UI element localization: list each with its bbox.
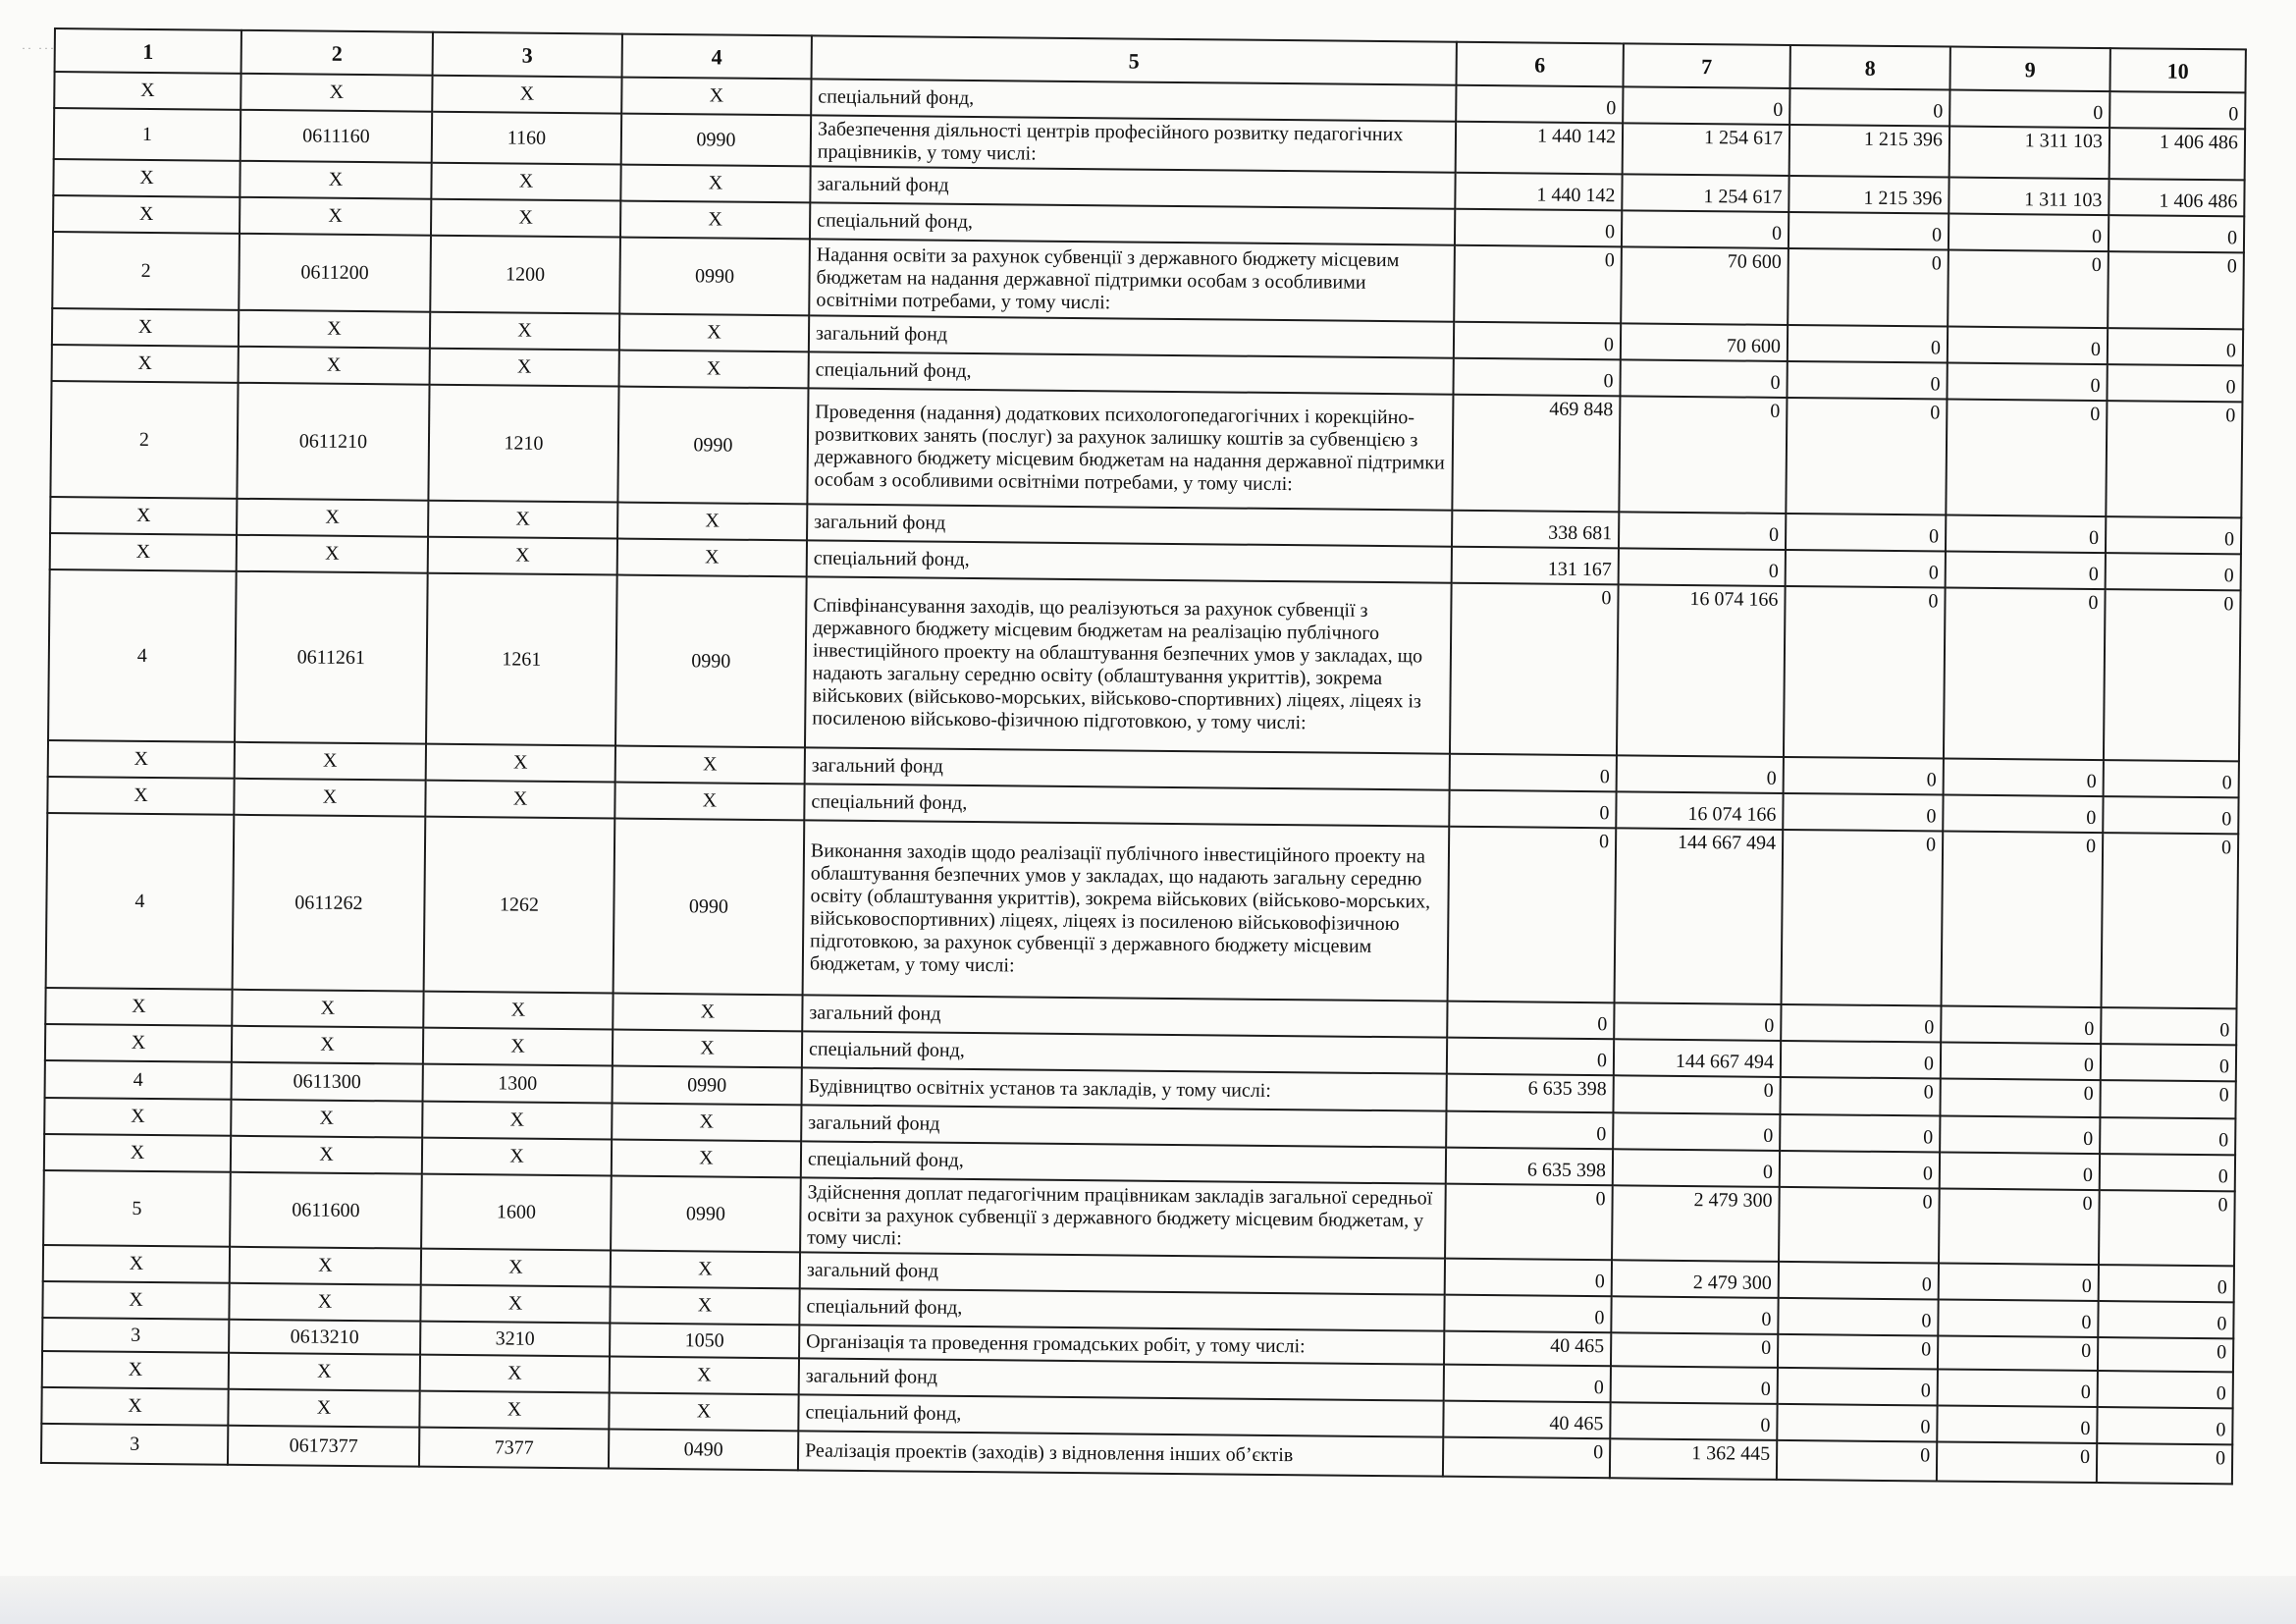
program-code-cell: X [239,347,430,385]
header-cell: 7 [1623,43,1789,88]
function-code-cell: X [422,1138,612,1176]
amount-cell: 0 [1938,1369,2098,1407]
amount-cell: 1 406 486 [2109,128,2245,180]
amount-cell: 0 [2108,328,2243,365]
col1-cell: X [45,988,232,1026]
amount-cell: 0 [1782,830,1944,1006]
amount-cell: 0 [1614,1002,1781,1041]
table-row-program [50,381,2242,517]
amount-cell: 0 [1622,210,1789,248]
col1-cell: X [48,740,235,779]
program-code-cell: X [240,161,431,199]
amount-cell: 0 [1784,586,1946,759]
function-code-cell: X [426,744,615,783]
function-code-cell: X [422,1102,612,1140]
program-code-cell: 0611210 [237,383,429,501]
amount-cell: 0 [1613,1112,1780,1151]
classification-code-cell: 0990 [614,819,805,996]
col1-cell: X [50,533,237,571]
amount-cell: 0 [1445,1259,1612,1297]
amount-cell: 0 [2104,589,2241,761]
program-code-cell: X [229,1283,420,1322]
classification-code-cell: X [615,746,805,785]
header-cell: 6 [1457,42,1624,87]
amount-cell: 1 215 396 [1789,125,1949,178]
description-cell: Організація та проведення громадських робіт, у тому числі: [799,1325,1444,1364]
amount-cell: 0 [1447,1001,1614,1040]
amount-cell: 0 [1789,212,1949,250]
amount-cell: 70 600 [1621,323,1788,361]
col1-cell: X [42,1281,229,1320]
description-cell: загальний фонд [802,995,1447,1037]
amount-cell: 0 [2103,796,2238,834]
amount-cell: 469 848 [1452,395,1620,513]
amount-cell: 0 [1623,86,1789,125]
description-cell: загальний фонд [799,1358,1444,1400]
classification-code-cell: X [617,539,807,577]
amount-cell: 1 362 445 [1610,1438,1777,1480]
table-row-program [46,813,2239,1008]
amount-cell: 0 [1939,1188,2100,1265]
amount-cell: 0 [1450,583,1619,756]
program-code-cell: X [237,535,428,573]
description-cell: Забезпечення діяльності центрів професійного розвитку педагогічних працівників, у тому числі: [811,115,1456,172]
amount-cell: 0 [1617,755,1784,793]
amount-cell: 0 [1946,400,2107,517]
classification-code-cell: X [613,1030,802,1068]
amount-cell: 0 [1619,548,1786,586]
amount-cell: 1 311 103 [1949,127,2109,180]
col1-cell: 4 [46,813,235,990]
amount-cell: 0 [1445,1184,1613,1261]
amount-cell: 0 [2099,1190,2235,1266]
description-cell: Реалізація проектів (заходів) з відновлення інших об’єктів [798,1431,1443,1476]
amount-cell: 0 [1788,248,1949,327]
header-cell: 2 [241,30,433,76]
amount-cell: 0 [2097,1407,2232,1444]
function-code-cell: 1261 [426,573,617,746]
description-cell: Будівництво освітніх установ та закладів, у тому числі: [802,1067,1447,1110]
amount-cell: 1 254 617 [1622,174,1789,212]
function-code-cell: X [428,501,617,539]
function-code-cell: X [430,349,619,387]
amount-cell: 0 [1444,1365,1611,1403]
classification-code-cell: X [610,1286,799,1325]
program-code-cell: X [229,1353,420,1391]
program-code-cell: X [240,197,431,236]
description-cell: загальний фонд [801,1105,1446,1147]
program-code-cell: X [235,742,426,781]
table-body [41,72,2245,1484]
amount-cell: 0 [1786,550,1946,588]
program-code-cell: 0611200 [239,234,431,312]
amount-cell: 0 [1781,1004,1941,1043]
program-code-cell: 0613210 [229,1320,420,1355]
header-cell: 5 [812,35,1457,84]
amount-cell: 0 [1619,396,1787,514]
classification-code-cell: X [613,994,802,1032]
amount-cell: 0 [1940,1115,2100,1154]
col1-cell: X [54,72,240,110]
description-cell: спеціальний фонд, [798,1394,1443,1436]
amount-cell: 0 [1611,1366,1778,1404]
amount-cell: 1 311 103 [1949,178,2109,216]
description-cell: загальний фонд [807,504,1452,546]
amount-cell: 0 [1619,512,1786,550]
amount-cell: 0 [1448,827,1617,1003]
amount-cell: 144 667 494 [1614,1039,1781,1077]
col1-cell: X [53,195,240,234]
program-code-cell: X [234,779,425,817]
program-code-cell: X [231,1136,422,1174]
amount-cell: 6 635 398 [1446,1074,1613,1113]
classification-code-cell: 0490 [609,1429,798,1470]
function-code-cell: X [420,1355,610,1393]
amount-cell: 0 [2101,1044,2236,1081]
function-code-cell: 1262 [424,817,615,994]
description-cell: загальний фонд [809,315,1454,357]
amount-cell: 0 [2109,215,2244,252]
col1-cell: X [50,497,237,535]
amount-cell: 6 635 398 [1446,1148,1613,1186]
amount-cell: 2 479 300 [1612,1185,1780,1262]
description-cell: спеціальний фонд, [809,352,1454,394]
amount-cell: 0 [2098,1337,2233,1372]
amount-cell: 0 [1779,1187,1940,1264]
col1-cell: X [53,159,240,197]
col1-cell: 2 [50,381,238,499]
function-code-cell: 1160 [432,112,621,165]
amount-cell: 0 [1784,757,1944,795]
classification-code-cell: X [621,78,811,116]
amount-cell: 40 465 [1444,1331,1611,1367]
amount-cell: 0 [2100,1080,2235,1118]
amount-cell: 0 [1450,754,1617,792]
amount-cell: 0 [2097,1443,2232,1484]
classification-code-cell: X [612,1104,801,1142]
amount-cell: 0 [1447,1038,1614,1076]
amount-cell: 0 [1613,1075,1780,1114]
amount-cell: 0 [1940,1078,2100,1117]
amount-cell: 0 [2100,1154,2235,1191]
amount-cell: 0 [1455,209,1622,247]
amount-cell: 16 074 166 [1617,584,1786,757]
budget-table [40,27,2247,1485]
amount-cell: 1 406 486 [2109,179,2244,216]
classification-code-cell: X [614,783,804,821]
classification-code-cell: X [610,1356,799,1394]
classification-code-cell: 1050 [610,1323,799,1358]
function-code-cell: 1300 [423,1064,613,1104]
amount-cell: 0 [1444,1295,1611,1333]
amount-cell: 0 [2101,1007,2236,1045]
col1-cell: X [43,1245,230,1283]
amount-cell: 0 [1938,1299,2098,1337]
amount-cell: 40 465 [1443,1401,1610,1439]
function-code-cell: X [425,781,614,819]
amount-cell: 0 [1789,88,1949,127]
program-code-cell: X [231,1100,422,1138]
amount-cell: 0 [1937,1441,2097,1483]
description-cell: Співфінансування заходів, що реалізуються за рахунок субвенції з державного бюджету місцевим бюджетам на реалізацію публічного інвестиційного проекту на облаштування безпечних умов у закладах, що надають загальну середню освіту (облаштування укриттів), зокрема військових (військово-морських, військово-спортивних) ліцеях, ліцеях із посиленою військово-фізичною підготовкою, у тому числі: [805,576,1452,753]
header-cell: 4 [622,34,812,80]
col1-cell: 5 [43,1170,231,1247]
amount-cell: 131 167 [1452,547,1619,585]
col1-cell: 2 [52,232,240,310]
function-code-cell: X [423,1028,613,1066]
function-code-cell: X [428,537,617,575]
amount-cell: 0 [2098,1371,2233,1408]
program-code-cell: X [239,310,430,349]
amount-cell: 0 [1949,90,2109,129]
amount-cell: 0 [1943,795,2103,834]
amount-cell: 0 [1941,1006,2101,1045]
amount-cell: 0 [1781,1041,1941,1079]
col1-cell: X [44,1134,231,1172]
amount-cell: 0 [1948,250,2109,329]
amount-cell: 0 [1941,1042,2101,1080]
col1-cell: X [45,1024,232,1062]
description-cell: спеціальний фонд, [802,1031,1447,1073]
description-cell: загальний фонд [800,1252,1445,1294]
function-code-cell: X [421,1249,611,1287]
function-code-cell: 1210 [428,385,618,503]
scan-artifact: ·· ··· [22,41,56,55]
amount-cell: 0 [2104,760,2239,797]
col1-cell: 4 [48,569,237,742]
header-cell: 8 [1789,45,1949,90]
header-cell: 9 [1949,47,2109,92]
description-cell: загальний фонд [805,747,1450,789]
amount-cell: 0 [1939,1263,2099,1301]
amount-cell: 0 [1949,214,2109,252]
program-code-cell: 0611261 [235,571,428,744]
amount-cell: 0 [1940,1152,2100,1190]
classification-code-cell: X [609,1392,798,1431]
amount-cell: 0 [2106,401,2242,517]
amount-cell: 0 [1610,1402,1777,1440]
amount-cell: 0 [1449,790,1616,829]
classification-code-cell: X [619,314,809,352]
classification-code-cell: 0990 [621,114,811,167]
amount-cell: 16 074 166 [1616,791,1783,830]
description-cell: спеціальний фонд, [804,784,1449,826]
description-cell: загальний фонд [810,166,1455,208]
col1-cell: X [42,1351,229,1389]
col1-cell: X [41,1387,228,1426]
col1-cell: X [52,345,239,383]
col1-cell: 1 [54,108,240,161]
classification-code-cell: X [620,165,810,203]
classification-code-cell: 0990 [611,1176,801,1253]
amount-cell: 0 [1611,1296,1778,1334]
amount-cell: 0 [1454,322,1621,360]
amount-cell: 0 [1786,398,1947,515]
amount-cell: 0 [1938,1335,2098,1371]
amount-cell: 0 [1948,327,2108,365]
amount-cell: 144 667 494 [1615,828,1784,1004]
program-code-cell: X [228,1389,419,1428]
amount-cell: 0 [1611,1332,1778,1368]
table-row-program [48,569,2241,761]
amount-cell: 0 [1944,588,2106,761]
page-bottom-edge [0,1576,2296,1624]
amount-cell: 0 [2099,1265,2234,1302]
amount-cell: 0 [2107,364,2242,402]
function-code-cell: 1600 [421,1174,612,1251]
amount-cell: 70 600 [1621,246,1789,325]
program-code-cell: 0611262 [233,815,426,992]
function-code-cell: X [432,76,621,114]
function-code-cell: X [431,199,620,238]
amount-cell: 0 [1780,1151,1940,1189]
header-cell: 3 [433,32,622,78]
classification-code-cell: 0990 [619,238,810,316]
classification-code-cell: X [617,503,807,541]
program-code-cell: 0611600 [230,1172,422,1249]
program-code-cell: X [237,499,428,537]
program-code-cell: X [232,990,423,1028]
amount-cell: 0 [1786,514,1946,552]
amount-cell: 0 [1453,358,1620,397]
amount-cell: 0 [2109,91,2245,129]
amount-cell: 0 [2106,516,2241,554]
description-cell: спеціальний фонд, [810,202,1455,244]
amount-cell: 0 [1788,325,1948,363]
description-cell: спеціальний фонд, [807,540,1452,582]
amount-cell: 2 479 300 [1612,1260,1779,1298]
amount-cell: 0 [1942,832,2104,1008]
amount-cell: 0 [1778,1368,1938,1406]
amount-cell: 0 [1778,1298,1938,1336]
col1-cell: 3 [41,1424,228,1465]
amount-cell: 338 681 [1452,511,1619,549]
col1-cell: X [44,1098,231,1136]
classification-code-cell: X [619,351,809,389]
program-code-cell: 0611160 [240,110,432,163]
program-code-cell: X [232,1026,423,1064]
description-cell: спеціальний фонд, [811,79,1456,121]
amount-cell: 1 440 142 [1455,173,1622,211]
amount-cell: 0 [1783,793,1943,832]
amount-cell: 0 [1787,361,1947,400]
description-cell: спеціальний фонд, [801,1141,1446,1183]
header-cell: 10 [2109,48,2245,92]
function-code-cell: X [419,1391,609,1430]
program-code-cell: 0617377 [228,1426,419,1467]
function-code-cell: 3210 [420,1322,610,1357]
amount-cell: 1 254 617 [1623,123,1789,176]
function-code-cell: X [430,312,619,351]
amount-cell: 0 [1613,1149,1780,1187]
classification-code-cell: X [611,1251,800,1289]
amount-cell: 0 [2098,1301,2233,1338]
amount-cell: 0 [1443,1437,1610,1479]
amount-cell: 0 [1946,515,2106,554]
amount-cell: 0 [1946,552,2106,590]
amount-cell: 0 [1947,363,2107,402]
program-code-cell: X [240,74,432,112]
description-cell: спеціальний фонд, [799,1288,1444,1330]
program-code-cell: 0611300 [232,1062,423,1102]
description-cell: Надання освіти за рахунок субвенції з державного бюджету місцевим бюджетам на надання державної підтримки особам з особливими освітніми потребами, у тому числі: [809,239,1455,321]
amount-cell: 0 [1780,1114,1940,1153]
amount-cell: 0 [1779,1262,1939,1300]
amount-cell: 0 [1456,85,1623,124]
amount-cell: 0 [2106,553,2241,590]
function-code-cell: X [423,992,613,1030]
amount-cell: 0 [1778,1334,1938,1370]
amount-cell: 0 [1454,245,1622,324]
amount-cell: 1 440 142 [1456,122,1623,175]
classification-code-cell: X [612,1140,801,1178]
amount-cell: 0 [1937,1405,2097,1443]
function-code-cell: 1200 [430,236,620,314]
description-cell: Здійснення доплат педагогічним працівникам закладів загальної середньої освіти за рахунок субвенції з державного бюджету місцевим бюджетам, у тому числі: [800,1177,1446,1258]
classification-code-cell: 0990 [613,1066,802,1106]
amount-cell: 1 215 396 [1789,176,1949,214]
description-cell: Виконання заходів щодо реалізації публічного інвестиційного проекту на облаштування безпечних умов у закладах, що надають загальну середню освіту (облаштування укриттів), зокрема військових (військово-морських, військовоспортивних) ліцеях, ліцеях із посиленою військовофізичною підготовкою, за рахунок субвенції з державного бюджету місцевим бюджетам, у тому числі: [803,820,1450,1001]
description-cell: Проведення (надання) додаткових психологопедагогічних і корекційно-розвиткових занять (послуг) за рахунок залишку коштів за субвенцією з державного бюджету місцевим бюджетам на надання державної підтримки особам з особливими освітніми потребами, у тому числі: [807,388,1453,510]
amount-cell: 0 [1777,1404,1937,1442]
amount-cell: 0 [2108,251,2244,329]
amount-cell: 0 [1780,1077,1940,1116]
classification-code-cell: X [620,201,810,240]
classification-code-cell: 0990 [615,575,807,748]
amount-cell: 0 [1944,759,2104,797]
program-code-cell: X [230,1247,421,1285]
amount-cell: 0 [2102,833,2239,1008]
amount-cell: 0 [1620,359,1787,398]
col1-cell: X [52,308,239,347]
amount-cell: 0 [1777,1440,1937,1482]
header-cell: 1 [55,28,241,74]
function-code-cell: X [420,1285,610,1324]
col1-cell: 3 [42,1318,229,1353]
amount-cell: 0 [1446,1111,1613,1150]
function-code-cell: X [431,163,620,201]
col1-cell: 4 [45,1060,232,1100]
classification-code-cell: 0990 [617,387,808,505]
amount-cell: 0 [2100,1117,2235,1155]
function-code-cell: 7377 [419,1428,609,1469]
col1-cell: X [47,777,234,815]
